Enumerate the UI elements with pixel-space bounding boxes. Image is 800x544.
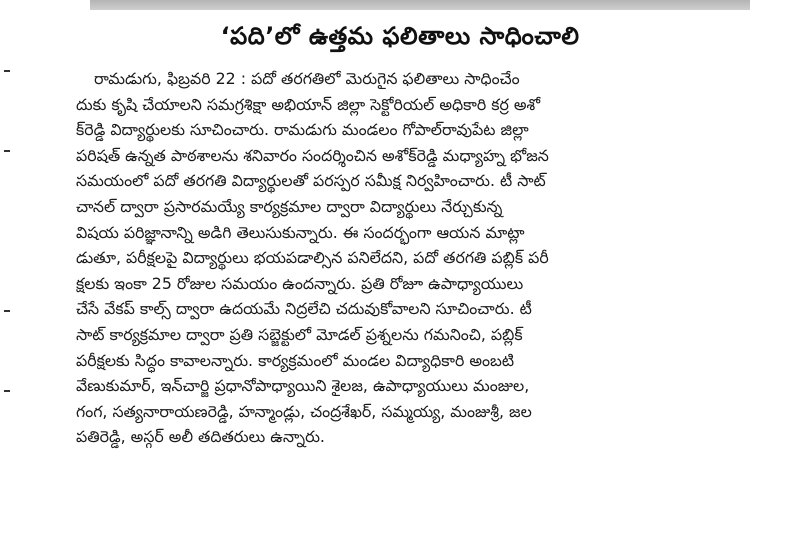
article-line: రామడుగు, ఫిబ్రవరి 22 : పదో తరగతిలో మెరుగైన ఫలితాలు సాధించేం [94,69,520,88]
article-line: గంగ, సత్యనారాయణరెడ్డి, హన్మాండ్లు, చంద్రశేఖర్, సమ్మయ్య, మంజుశ్రీ, జల [76,401,532,421]
article-line: పరిషత్ ఉన్నత పాఠశాలను శనివారం సందర్శించిన అశోక్‌రెడ్డి మధ్యాహ్న భోజన [76,145,549,165]
margin-tick [4,70,10,72]
article-line: పతిరెడ్డి, అస్గర్ అలీ తదితరులు ఉన్నారు. [76,427,325,447]
article-line: చేసే వేకప్ కాల్స్ ద్వారా ఉదయమే నిద్రలేచి చదువుకోవాలని సూచించారు. టీ [76,299,532,319]
margin-tick [4,150,10,152]
article-line: వేణుకుమార్, ఇన్‌చార్జి ప్రధానోపాధ్యాయిని శైలజ, ఉపాధ్యాయులు మంజుల, [76,376,530,396]
article-body [76,66,736,450]
margin-tick [4,310,10,312]
article-line: చానల్ ద్వారా ప్రసారమయ్యే కార్యక్రమాల ద్వారా విద్యార్థులు నేర్చుకున్న [76,196,503,216]
cropped-top-text [90,0,750,10]
article-line: విషయ పరిజ్ఞానాన్ని అడిగి తెలుసుకున్నారు. ఈ సందర్భంగా ఆయన మాట్లా [76,222,525,242]
article-line: సమయంలో పదో తరగతి విద్యార్థులతో పరస్పర సమీక్ష నిర్వహించారు. టీ సాట్ [76,171,546,191]
margin-tick [4,390,10,392]
article-line: సాట్ కార్యక్రమాల ద్వారా ప్రతి సబ్జెక్టులో మోడల్ ప్రశ్నలను గమనించి, పబ్లిక్ [76,324,523,344]
article-line: డుతూ, పరీక్షలపై విద్యార్థులు భయపడాల్సిన పనిలేదని, పదో తరగతి పబ్లిక్ పరీ [76,248,549,268]
article-line: దుకు కృషి చేయాలని సమగ్రశిక్షా అభియాన్ జిల్లా సెక్టోరియల్ అధికారి కర్ర అశో [76,94,541,114]
article-line: క్షలకు ఇంకా 25 రోజుల సమయం ఉందన్నారు. ప్రతి రోజూ ఉపాధ్యాయులు [76,273,524,293]
article-headline: ‘పది’లో ఉత్తమ ఫలితాలు సాధించాలి [220,22,580,50]
article-line: క్‌రెడ్డి విద్యార్థులకు సూచించారు. రామడుగు మండలం గోపాల్‌రావుపేట జిల్లా [76,120,529,140]
left-margin-marks [0,0,40,544]
article-line: పరీక్షలకు సిద్ధం కావాలన్నారు. కార్యక్రమంలో మండల విద్యాధికారి అంబటి [76,350,515,370]
